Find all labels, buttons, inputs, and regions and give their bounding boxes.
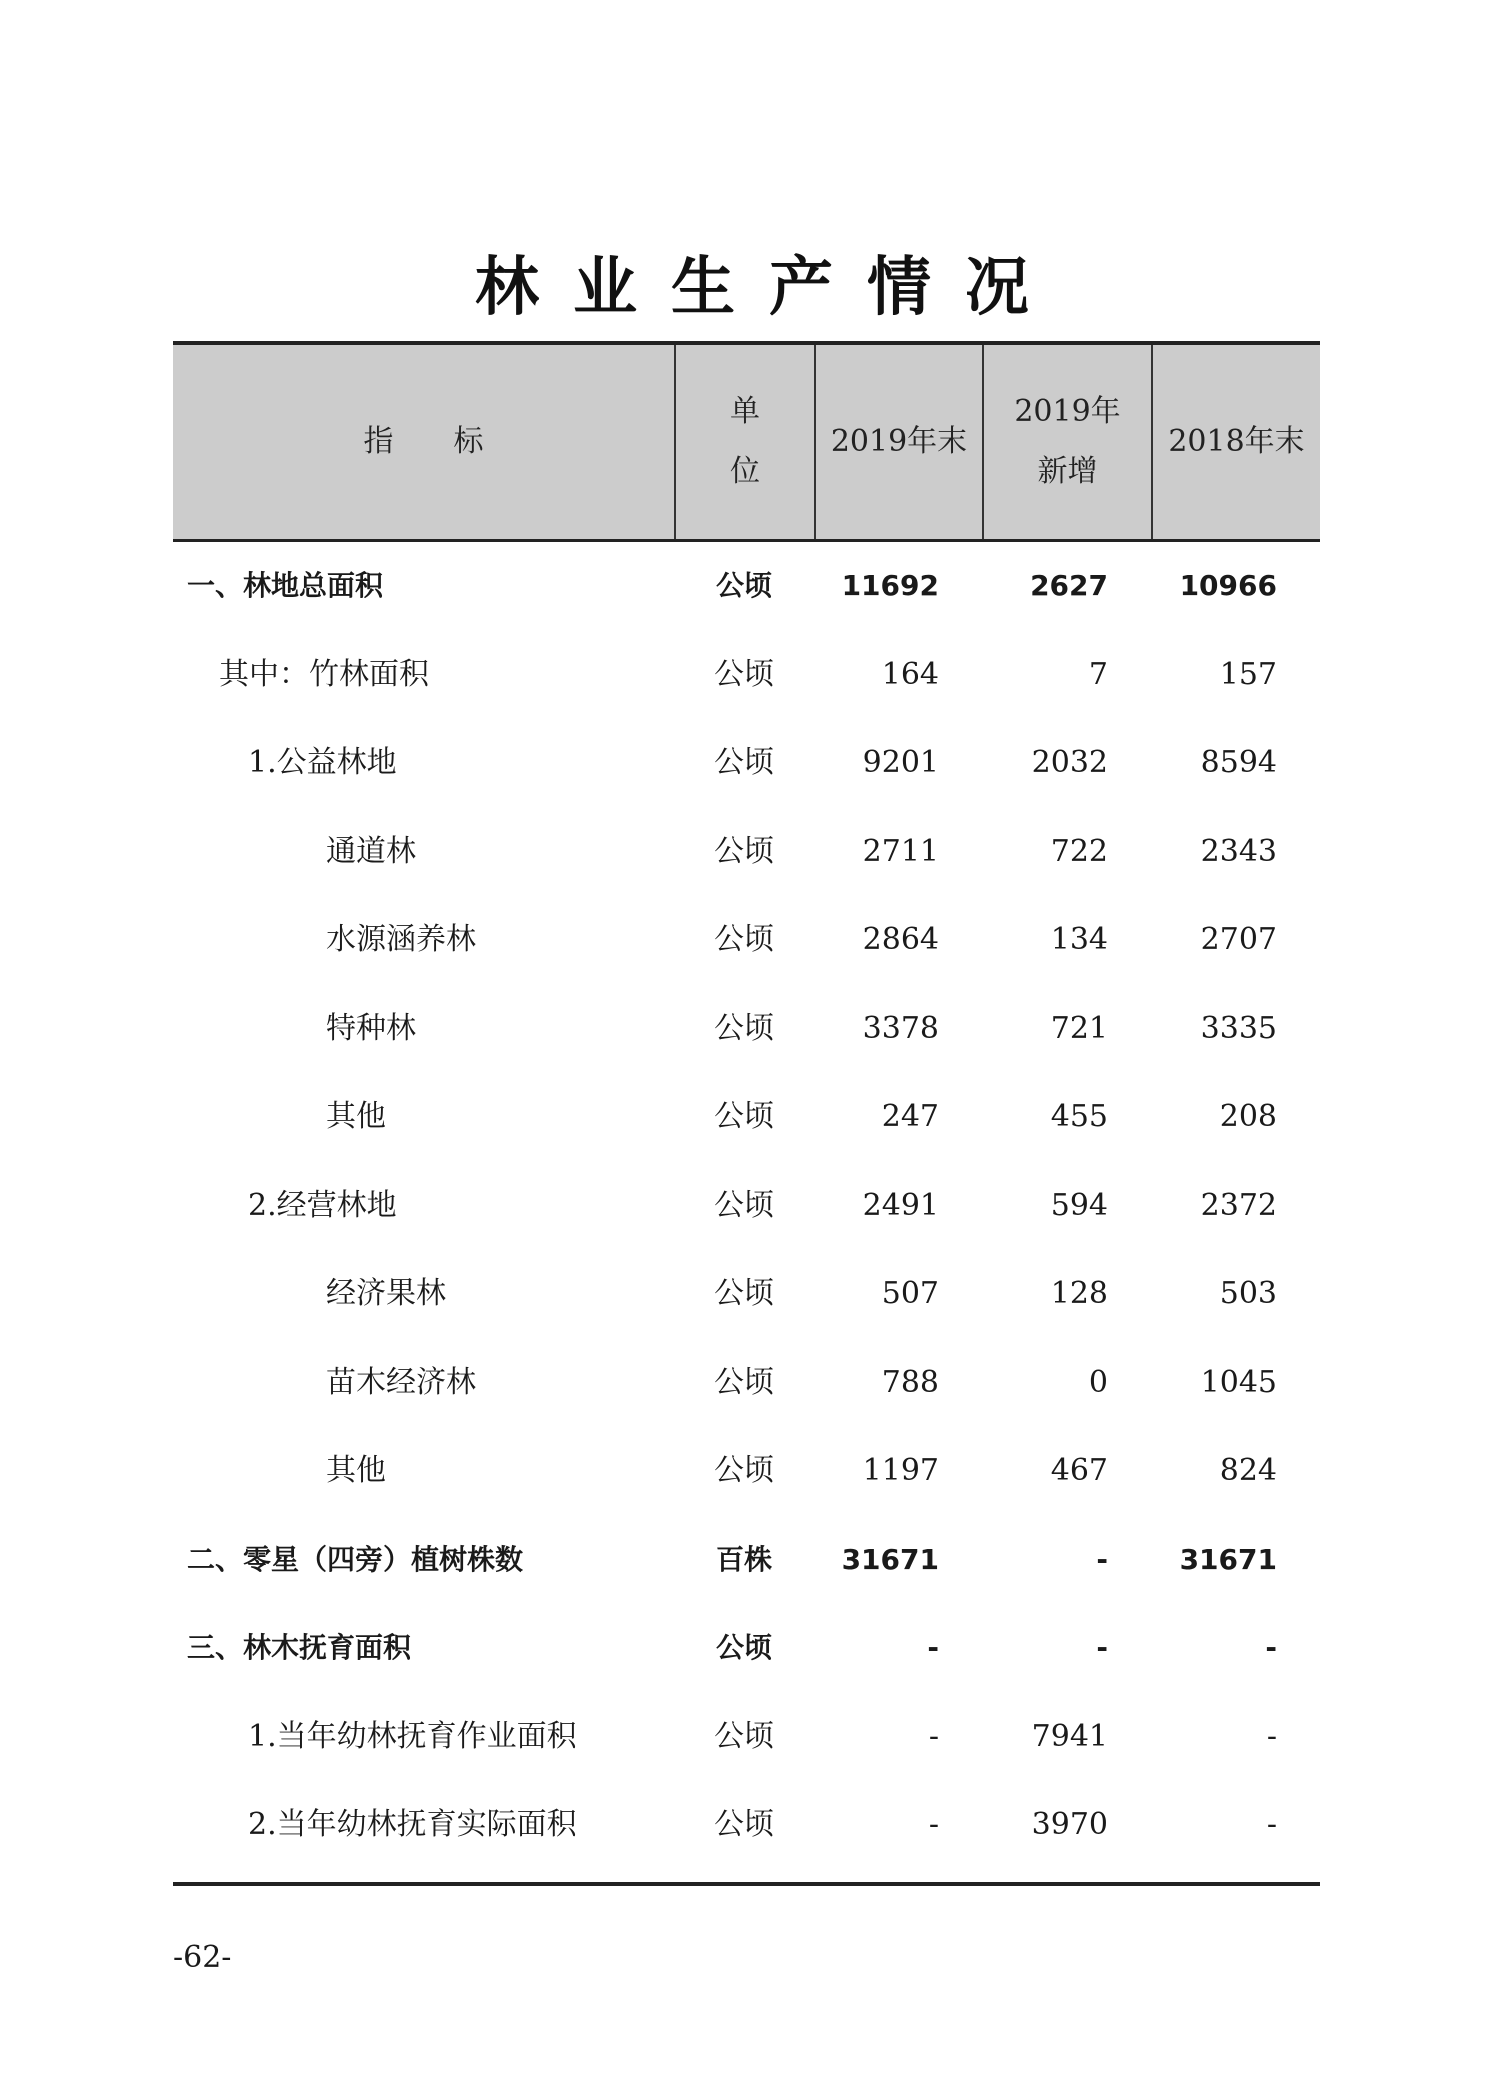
row-2019-end <box>814 1250 982 1339</box>
table-row <box>173 1073 1320 1162</box>
row-2019-end-value: 1197 <box>862 1453 939 1488</box>
row-2019-new-value: 3970 <box>1031 1807 1108 1842</box>
row-2018-end <box>1151 1781 1320 1870</box>
header-2018-end <box>1151 345 1320 539</box>
row-2018-end <box>1151 808 1320 897</box>
row-unit: 公顷 <box>715 569 772 602</box>
row-2019-end-value: 31671 <box>841 1542 939 1576</box>
row-2018-end <box>1151 1339 1320 1428</box>
row-2018-end-value: 2372 <box>1200 1187 1277 1223</box>
row-indicator: 1.公益林地 <box>248 745 397 780</box>
row-2019-end-value: 2711 <box>862 833 939 869</box>
row-unit: 公顷 <box>714 1453 774 1488</box>
row-2019-new-value: 594 <box>1050 1187 1108 1223</box>
page-title: 林业生产情况 <box>475 250 1063 325</box>
row-2019-end-value: - <box>928 1718 939 1754</box>
row-unit: 公顷 <box>714 1099 774 1134</box>
row-2019-new <box>982 1073 1151 1162</box>
row-2018-end-value: 31671 <box>1179 1542 1277 1576</box>
table-row <box>173 808 1320 897</box>
row-2019-end <box>814 542 982 631</box>
row-2019-new-value: 134 <box>1050 922 1108 957</box>
row-2019-new <box>982 1604 1151 1693</box>
row-indicator: 三、林木抚育面积 <box>187 1631 412 1664</box>
row-2018-end <box>1151 719 1320 808</box>
row-2019-new <box>982 1781 1151 1870</box>
header-2019-new <box>982 345 1151 539</box>
row-2018-end-value: - <box>1266 1807 1277 1842</box>
row-2019-end <box>814 985 982 1074</box>
row-2018-end-value: 157 <box>1219 656 1277 692</box>
row-2018-end <box>1151 1516 1320 1605</box>
row-2019-new-value: 722 <box>1050 833 1108 869</box>
row-2019-end-value: 11692 <box>841 569 939 602</box>
row-indicator: 通道林 <box>326 833 416 869</box>
row-2018-end <box>1151 896 1320 985</box>
row-2018-end-value: 1045 <box>1200 1364 1277 1400</box>
row-2019-end <box>814 808 982 897</box>
row-2019-end-value: 247 <box>881 1099 939 1134</box>
table-header <box>173 341 1320 542</box>
row-2019-end-value: 788 <box>881 1364 939 1400</box>
row-2018-end-value: 2707 <box>1200 922 1277 957</box>
row-indicator: 其他 <box>326 1453 386 1488</box>
row-2019-end <box>814 1427 982 1516</box>
row-2018-end <box>1151 1250 1320 1339</box>
table-row <box>173 1162 1320 1251</box>
row-2019-new <box>982 808 1151 897</box>
header-2019-end <box>814 345 982 539</box>
row-unit: 公顷 <box>714 1364 774 1400</box>
row-indicator: 其他 <box>326 1099 386 1134</box>
table-row <box>173 1516 1320 1605</box>
row-unit: 公顷 <box>714 1807 774 1842</box>
row-2018-end-value: 503 <box>1219 1276 1277 1311</box>
row-2019-end-value: 2491 <box>862 1187 939 1223</box>
row-2019-end <box>814 896 982 985</box>
header-indicator-label: 指标 <box>363 424 544 459</box>
row-2019-new-value: 2627 <box>1030 569 1108 602</box>
row-2019-end <box>814 1693 982 1782</box>
row-2019-new <box>982 1516 1151 1605</box>
table-row <box>173 1339 1320 1428</box>
row-unit: 公顷 <box>714 1718 774 1754</box>
row-unit: 公顷 <box>714 922 774 957</box>
row-indicator: 特种林 <box>326 1010 416 1046</box>
row-unit: 公顷 <box>714 1276 774 1311</box>
row-indicator: 2.当年幼林抚育实际面积 <box>248 1807 577 1842</box>
row-2019-end-value: 2864 <box>862 922 939 957</box>
row-2019-new <box>982 631 1151 720</box>
row-unit: 公顷 <box>714 833 774 869</box>
forestry-table <box>173 341 1320 1886</box>
row-2018-end <box>1151 1693 1320 1782</box>
header-2018-end-label: 2018年末 <box>1168 424 1305 459</box>
row-2019-new <box>982 985 1151 1074</box>
row-unit: 百株 <box>715 1542 772 1576</box>
header-indicator <box>173 345 674 539</box>
table-row <box>173 542 1320 631</box>
row-2018-end-value: - <box>1266 1718 1277 1754</box>
row-2018-end <box>1151 542 1320 631</box>
row-2019-new-value: - <box>1096 1631 1108 1664</box>
row-indicator: 经济果林 <box>326 1276 446 1311</box>
row-2019-new-value: 7941 <box>1031 1718 1108 1754</box>
row-2019-new <box>982 1250 1151 1339</box>
row-2019-end-value: 164 <box>881 656 939 692</box>
page-number: -62- <box>173 1940 232 1975</box>
row-indicator: 其中：竹林面积 <box>219 656 429 692</box>
row-2018-end <box>1151 985 1320 1074</box>
header-unit-label: 单位 <box>730 394 790 489</box>
row-2019-end-value: 9201 <box>862 745 939 780</box>
row-2019-end <box>814 719 982 808</box>
table-row <box>173 985 1320 1074</box>
row-2019-new <box>982 896 1151 985</box>
row-2018-end <box>1151 1427 1320 1516</box>
row-2019-new <box>982 1427 1151 1516</box>
table-row <box>173 1250 1320 1339</box>
row-unit: 公顷 <box>714 745 774 780</box>
row-2018-end-value: 2343 <box>1200 833 1277 869</box>
row-2019-new <box>982 719 1151 808</box>
row-unit: 公顷 <box>714 656 774 692</box>
row-2018-end <box>1151 1162 1320 1251</box>
row-2018-end <box>1151 631 1320 720</box>
row-2019-new-value: 7 <box>1088 656 1108 692</box>
row-2018-end <box>1151 1604 1320 1693</box>
row-2019-end <box>814 1781 982 1870</box>
table-row <box>173 896 1320 985</box>
table-row <box>173 631 1320 720</box>
row-2019-new-value: 0 <box>1088 1364 1108 1400</box>
row-2019-new-value: 128 <box>1050 1276 1108 1311</box>
row-indicator: 苗木经济林 <box>326 1364 476 1400</box>
row-2019-new-value: 2032 <box>1031 745 1108 780</box>
row-2019-end <box>814 1604 982 1693</box>
row-2018-end-value: 10966 <box>1179 569 1277 602</box>
table-row <box>173 1781 1320 1870</box>
row-2018-end-value: 3335 <box>1200 1010 1277 1046</box>
row-2019-new <box>982 1339 1151 1428</box>
row-2019-end-value: - <box>928 1807 939 1842</box>
row-2019-new-value: - <box>1096 1542 1108 1576</box>
row-2019-end-value: - <box>927 1631 939 1664</box>
row-indicator: 一、林地总面积 <box>187 569 384 602</box>
row-2018-end-value: - <box>1265 1631 1277 1664</box>
table-row <box>173 719 1320 808</box>
row-2018-end-value: 824 <box>1219 1453 1277 1488</box>
table-body <box>173 542 1320 1886</box>
row-2019-new-value: 467 <box>1050 1453 1108 1488</box>
header-2019-new-label: 2019年 新增 <box>1014 394 1121 489</box>
row-2019-new <box>982 542 1151 631</box>
row-unit: 公顷 <box>714 1187 774 1223</box>
row-unit: 公顷 <box>714 1010 774 1046</box>
row-2019-end <box>814 1339 982 1428</box>
header-unit <box>674 345 814 539</box>
row-2019-end <box>814 1162 982 1251</box>
row-indicator: 水源涵养林 <box>326 922 476 957</box>
table-row <box>173 1427 1320 1516</box>
row-indicator: 二、零星（四旁）植树株数 <box>187 1542 524 1576</box>
row-2019-end-value: 3378 <box>862 1010 939 1046</box>
row-2019-new-value: 721 <box>1050 1010 1108 1046</box>
row-2019-end-value: 507 <box>881 1276 939 1311</box>
row-2018-end-value: 8594 <box>1200 745 1277 780</box>
row-2019-new <box>982 1162 1151 1251</box>
table-row <box>173 1693 1320 1782</box>
table-row <box>173 1604 1320 1693</box>
row-indicator: 1.当年幼林抚育作业面积 <box>248 1718 577 1754</box>
row-2018-end-value: 208 <box>1219 1099 1277 1134</box>
row-2018-end <box>1151 1073 1320 1162</box>
row-unit: 公顷 <box>715 1631 772 1664</box>
row-2019-end <box>814 1516 982 1605</box>
header-2019-end-label: 2019年末 <box>830 424 968 459</box>
row-2019-end <box>814 1073 982 1162</box>
row-2019-new-value: 455 <box>1050 1099 1108 1134</box>
row-indicator: 2.经营林地 <box>248 1187 397 1223</box>
row-2019-new <box>982 1693 1151 1782</box>
row-2019-end <box>814 631 982 720</box>
